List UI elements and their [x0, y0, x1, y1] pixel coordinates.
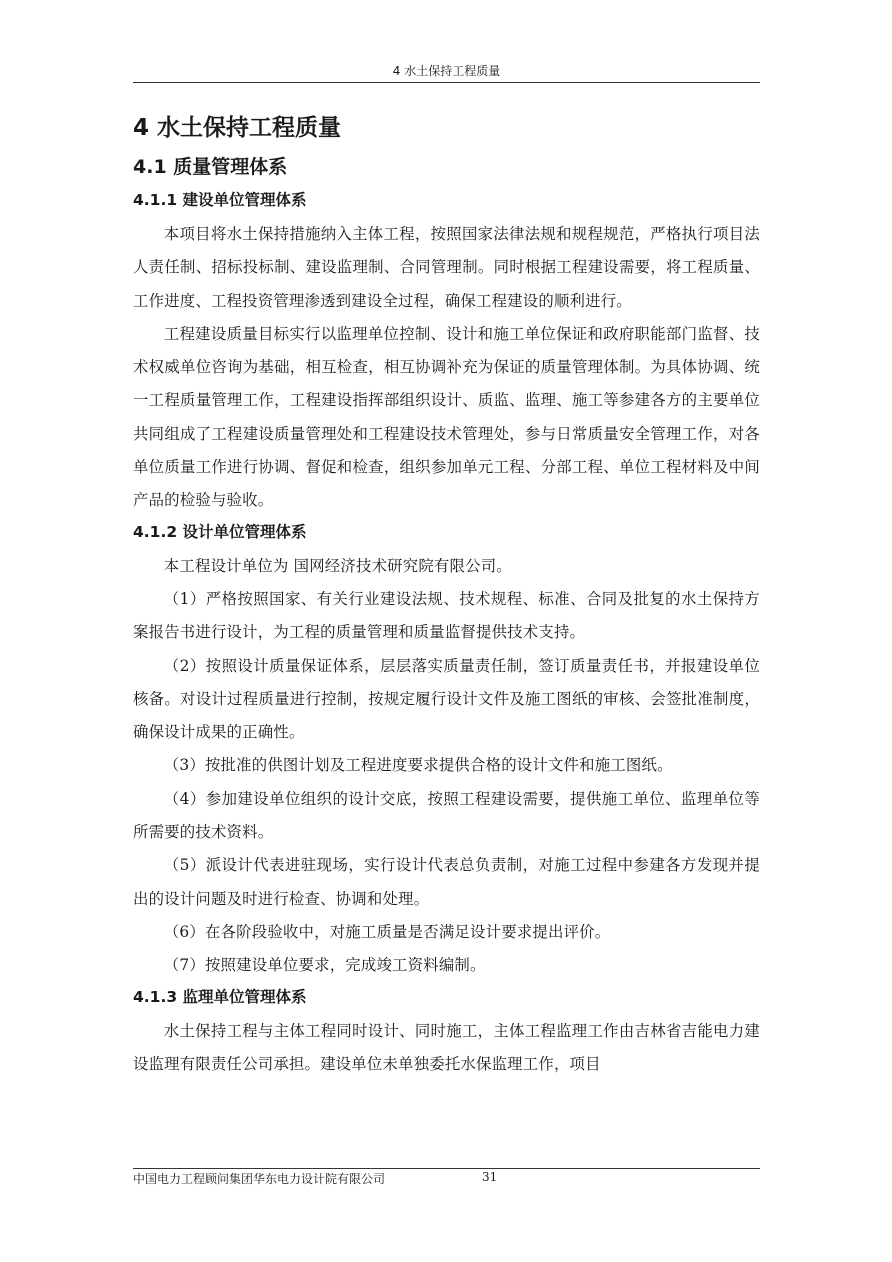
- footer-rule: [133, 1168, 760, 1169]
- list-item: （5）派设计代表进驻现场，实行设计代表总负责制，对施工过程中参建各方发现并提出的设计问题及时进行检查、协调和处理。: [133, 856, 760, 908]
- chapter-title: 4 水土保持工程质量: [133, 115, 342, 141]
- page-number: 31: [482, 1170, 498, 1184]
- section-title-4-1: 4.1 质量管理体系: [133, 156, 288, 178]
- paragraph: 工程建设质量目标实行以监理单位控制、设计和施工单位保证和政府职能部门监督、技术权威单位咨询为基础，相互检查，相互协调补充为保证的质量管理体制。为具体协调、统一工程质量管理工作，工程建设指挥部组织设计、质监、监理、施工等参建各方的主要单位共同组成了工程建设质量管理处和工程建设技术管理处，参与日常质量安全管理工作，对各单位质量工作进行协调、督促和检查，组织参加单元工程、分部工程、单位工程材料及中间产品的检验与验收。: [133, 324, 760, 510]
- footer-organization: 中国电力工程顾问集团华东电力设计院有限公司: [133, 1172, 386, 1186]
- paragraph: 水土保持工程与主体工程同时设计、同时施工，主体工程监理工作由吉林省吉能电力建设监理有限责任公司承担。建设单位未单独委托水保监理工作，项目: [133, 1021, 760, 1073]
- header-rule: [133, 82, 760, 83]
- list-item: （1）严格按照国家、有关行业建设法规、技术规程、标准、合同及批复的水土保持方案报告书进行设计，为工程的质量管理和质量监督提供技术支持。: [133, 589, 760, 642]
- subsection-title-4-1-3: 4.1.3 监理单位管理体系: [133, 987, 307, 1006]
- subsection-title-4-1-1: 4.1.1 建设单位管理体系: [133, 191, 307, 209]
- list-item: （3）按批准的供图计划及工程进度要求提供合格的设计文件和施工图纸。: [163, 756, 673, 775]
- list-item: （4）参加建设单位组织的设计交底，按照工程建设需要，提供施工单位、监理单位等所需要的技术资料。: [133, 789, 760, 842]
- list-item: （7）按照建设单位要求，完成竣工资料编制。: [163, 956, 486, 975]
- running-header: 4 水土保持工程质量: [392, 64, 501, 78]
- page-body: [133, 108, 760, 1081]
- list-item: （6）在各阶段验收中，对施工质量是否满足设计要求提出评价。: [163, 922, 611, 941]
- subsection-title-4-1-2: 4.1.2 设计单位管理体系: [133, 522, 307, 541]
- list-item: （2）按照设计质量保证体系，层层落实质量责任制，签订质量责任书，并报建设单位核备。对设计过程质量进行控制，按规定履行设计文件及施工图纸的审核、会签批准制度，确保设计成果的正确性。: [133, 656, 760, 742]
- paragraph: 本项目将水土保持措施纳入主体工程，按照国家法律法规和规程规范，严格执行项目法人责任制、招标投标制、建设监理制、合同管理制。同时根据工程建设需要，将工程质量、工作进度、工程投资管理渗透到建设全过程，确保工程建设的顺利进行。: [133, 225, 760, 310]
- paragraph: 本工程设计单位为 国网经济技术研究院有限公司。: [163, 556, 512, 575]
